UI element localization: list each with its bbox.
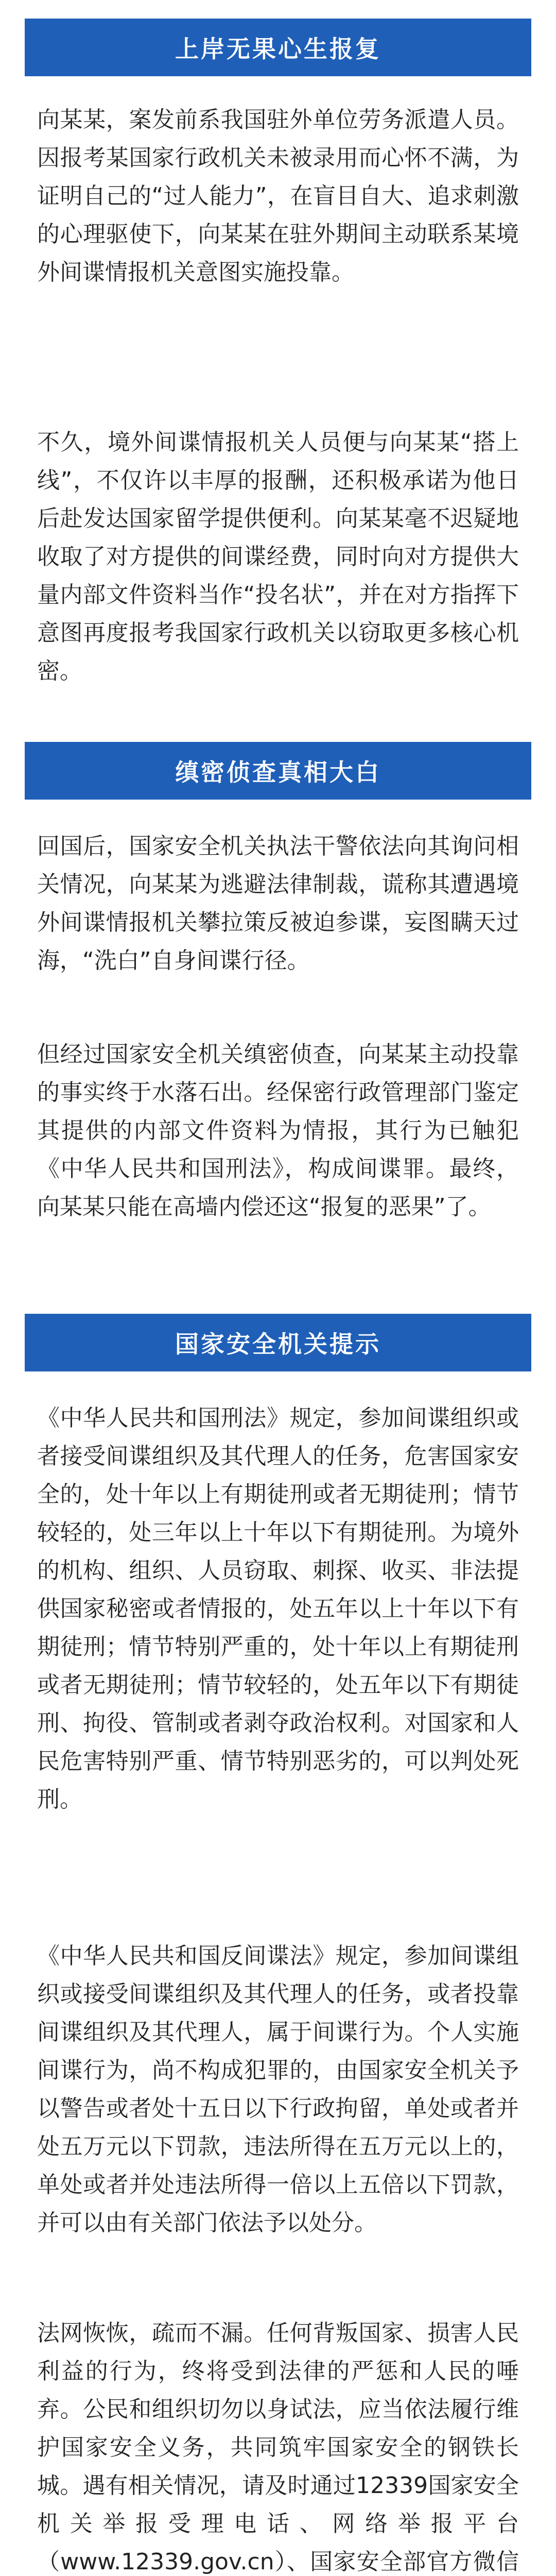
section-title: 缜密侦查真相大白 [175,758,381,786]
section-heading-reminder [25,1314,531,1371]
section-heading-investigation [25,742,531,800]
paragraph: 法网恢恢，疏而不漏。任何背叛国家、损害人民利益的行为，终将受到法律的严惩和人民的唾弃。公民和组织切勿以身试法，应当依法履行维护国家安全义务，共同筑牢国家安全的钢铁长城。遇有相关情况，请及时通过12339国家安全机关举报受理电话、网络举报平台（www.12339.gov.cn）、国家安全部官方微信 [37,2320,519,2575]
paragraph: 向某某，案发前系我国驻外单位劳务派遣人员。因报考某国家行政机关未被录用而心怀不满，为证明自己的“过人能力”，在盲目自大、追求刺激的心理驱使下，向某某在驻外期间主动联系某境外间谍情报机关意图实施投靠。 [37,107,519,285]
section-heading-revenge [25,19,531,76]
paragraph: 但经过国家安全机关缜密侦查，向某某主动投靠的事实终于水落石出。经保密行政管理部门鉴定其提供的内部文件资料为情报，其行为已触犯《中华人民共和国刑法》，构成间谍罪。最终，向某某只能在高墙内偿还这“报复的恶果”了。 [37,1041,519,1220]
section-title: 国家安全机关提示 [175,1330,381,1358]
section-title: 上岸无果心生报复 [175,35,381,63]
paragraph: 《中华人民共和国刑法》规定，参加间谍组织或者接受间谍组织及其代理人的任务，危害国家安全的，处十年以上有期徒刑或者无期徒刑；情节较轻的，处三年以上十年以下有期徒刑。为境外的机构、组织、人员窃取、刺探、收买、非法提供国家秘密或者情报的，处五年以上十年以下有期徒刑；情节特别严重的，处十年以上有期徒刑或者无期徒刑；情节较轻的，处五年以下有期徒刑、拘役、管制或者剥夺政治权利。对国家和人民危害特别严重、情节特别恶劣的，可以判处死刑。 [37,1405,519,1812]
paragraph: 《中华人民共和国反间谍法》规定，参加间谍组织或接受间谍组织及其代理人的任务，或者投靠间谍组织及其代理人，属于间谍行为。个人实施间谍行为，尚不构成犯罪的，由国家安全机关予以警告或者处十五日以下行政拘留，单处或者并处五万元以下罚款，违法所得在五万元以上的，单处或者并处违法所得一倍以上五倍以下罚款，并可以由有关部门依法予以处分。 [37,1943,519,2236]
paragraph: 回国后，国家安全机关执法干警依法向其询问相关情况，向某某为逃避法律制裁，谎称其遭遇境外间谍情报机关攀拉策反被迫参谍，妄图瞒天过海，“洗白”自身间谍行径。 [37,833,519,974]
paragraph: 不久，境外间谍情报机关人员便与向某某“搭上线”，不仅许以丰厚的报酬，还积极承诺为他日后赴发达国家留学提供便利。向某某毫不迟疑地收取了对方提供的间谍经费，同时向对方提供大量内部文件资料当作“投名状”，并在对方指挥下意图再度报考我国家行政机关以窃取更多核心机密。 [37,429,519,684]
